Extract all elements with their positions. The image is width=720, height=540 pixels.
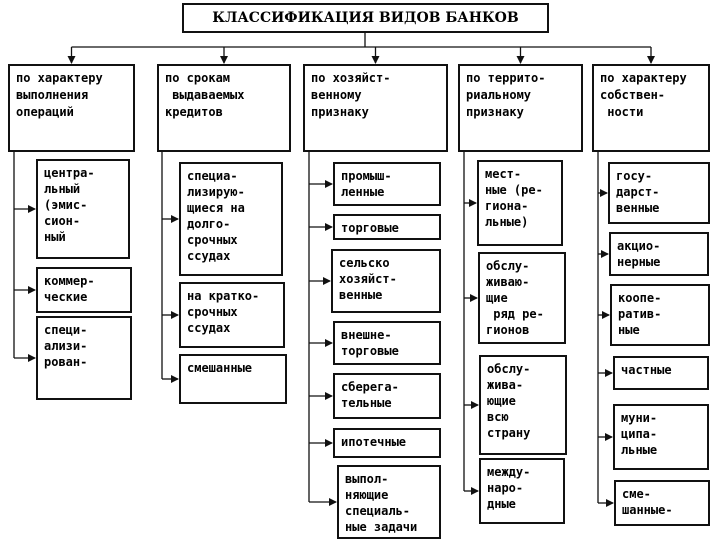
bank-type-box: сельско хозяйст- венные: [331, 249, 441, 313]
category-header: по срокам выдаваемых кредитов: [157, 64, 291, 152]
diagram-title: КЛАССИФИКАЦИЯ ВИДОВ БАНКОВ: [182, 3, 549, 33]
bank-type-box: частные: [613, 356, 709, 390]
bank-type-box: госу- дарст- венные: [608, 162, 710, 224]
bank-type-box: специа- лизирую- щиеся на долго- срочных ссудах: [179, 162, 283, 276]
bank-type-box: выпол- няющие специаль- ные задачи: [337, 465, 441, 539]
bank-type-box: коопе- ратив- ные: [610, 284, 710, 346]
bank-type-box: торговые: [333, 214, 441, 240]
bank-type-box: обслу- живаю- щие ряд ре- гионов: [478, 252, 566, 344]
bank-type-box: внешне- торговые: [333, 321, 441, 365]
bank-type-box: муни- ципа- льные: [613, 404, 709, 470]
bank-type-box: обслу- жива- ющие всю страну: [479, 355, 567, 455]
bank-type-box: ипотечные: [333, 428, 441, 458]
bank-type-box: на кратко- срочных ссудах: [179, 282, 285, 348]
bank-type-box: сме- шанные-: [614, 480, 710, 526]
bank-type-box: сберега- тельные: [333, 373, 441, 419]
bank-type-box: центра- льный (эмис- сион- ный: [36, 159, 130, 259]
bank-type-box: специ- ализи- рован-: [36, 316, 132, 400]
category-header: по характеру выполнения операций: [8, 64, 135, 152]
category-header: по хозяйст- венному признаку: [303, 64, 448, 152]
bank-type-box: мест- ные (ре- гиона- льные): [477, 160, 563, 246]
bank-type-box: акцио- нерные: [609, 232, 709, 276]
category-header: по характеру собствен- ности: [592, 64, 710, 152]
bank-type-box: промыш- ленные: [333, 162, 441, 206]
category-header: по террито- риальному признаку: [458, 64, 583, 152]
bank-type-box: коммер- ческие: [36, 267, 132, 313]
bank-type-box: смешанные: [179, 354, 287, 404]
bank-type-box: между- наро- дные: [479, 458, 565, 524]
